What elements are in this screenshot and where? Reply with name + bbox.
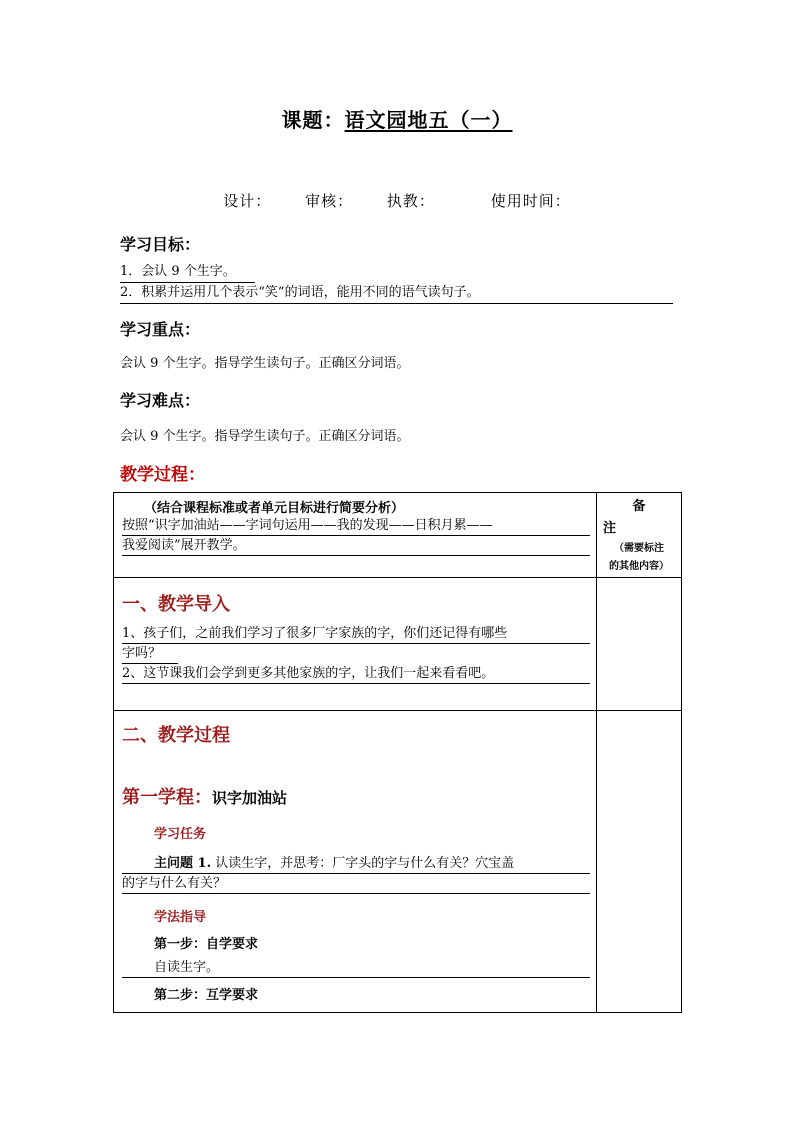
notes-sub-2: 的其他内容） [609, 561, 669, 572]
method-label: 学法指导 [154, 910, 207, 925]
intro-line-1: 按照“识字加油站——字词句运用——我的发现——日积月累—— [122, 516, 590, 536]
page-title [0, 104, 794, 133]
notes-sub-1: （需要标注 [614, 543, 664, 554]
process-heading: 教学过程： [120, 465, 205, 485]
meta-time: 使用时间： [490, 192, 571, 210]
lesson-table [113, 492, 682, 1013]
step1-text: 自读生字。 [122, 958, 590, 978]
section1-line-3: 2、这节课我们会学到更多其他家族的字，让我们一起来看看吧。 [122, 664, 590, 684]
title-prefix: 课题： [281, 108, 345, 132]
intro-line-2: 我爱阅读”展开教学。 [122, 536, 590, 556]
section2-cell [114, 711, 597, 1013]
question-line-1 [122, 854, 590, 874]
key-points-heading: 学习重点： [120, 320, 201, 339]
intro-title: （结合课程标准或者单元目标进行简要分析） [144, 501, 405, 516]
section2-title: 二、教学过程 [122, 725, 230, 746]
question-line-2: 的字与什么有关？ [122, 874, 590, 894]
notes-title-1: 备 [632, 499, 646, 514]
stage-line [122, 783, 590, 809]
task-label: 学习任务 [154, 827, 207, 842]
step1-label: 第一步：自学要求 [154, 937, 259, 952]
table-row-section1 [114, 578, 682, 711]
table-row-section2 [114, 711, 682, 1013]
section1-cell [114, 578, 597, 711]
title-name: 语文园地五（一） [344, 108, 513, 132]
table-row-intro [114, 493, 682, 578]
goal-item-2: 2．积累并运用几个表示“笑”的词语，能用不同的语气读句子。 [120, 284, 673, 304]
meta-line [0, 190, 794, 211]
stage-label: 第一学程： [122, 787, 212, 808]
difficulties-text: 会认 9 个生字。指导学生读句子。正确区分词语。 [120, 429, 410, 444]
section1-line-1: 1、孩子们，之前我们学习了很多厂字家族的字，你们还记得有哪些 [122, 624, 590, 644]
intro-cell [114, 493, 597, 578]
section1-notes-cell [597, 578, 682, 711]
step2-label: 第二步：互学要求 [154, 988, 259, 1003]
question-text-1: 认读生字，并思考：厂字头的字与什么有关？穴宝盖 [215, 856, 515, 871]
question-label: 主问题 1. [154, 856, 212, 871]
meta-review: 审核： [305, 192, 354, 210]
goal-item-1: 1．会认 9 个生字。 [120, 263, 255, 283]
section2-notes-cell [597, 711, 682, 1013]
section1-line-2: 字吗？ [122, 644, 178, 664]
section1-title: 一、教学导入 [122, 594, 230, 615]
difficulties-heading: 学习难点： [120, 391, 201, 410]
notes-title-2: 注 [603, 521, 617, 536]
key-points-text: 会认 9 个生字。指导学生读句子。正确区分词语。 [120, 356, 410, 371]
notes-header-cell [597, 493, 682, 578]
meta-teacher: 执教： [386, 192, 435, 210]
stage-name: 识字加油站 [212, 789, 288, 807]
meta-design: 设计： [223, 192, 272, 210]
goals-heading: 学习目标： [120, 235, 201, 254]
